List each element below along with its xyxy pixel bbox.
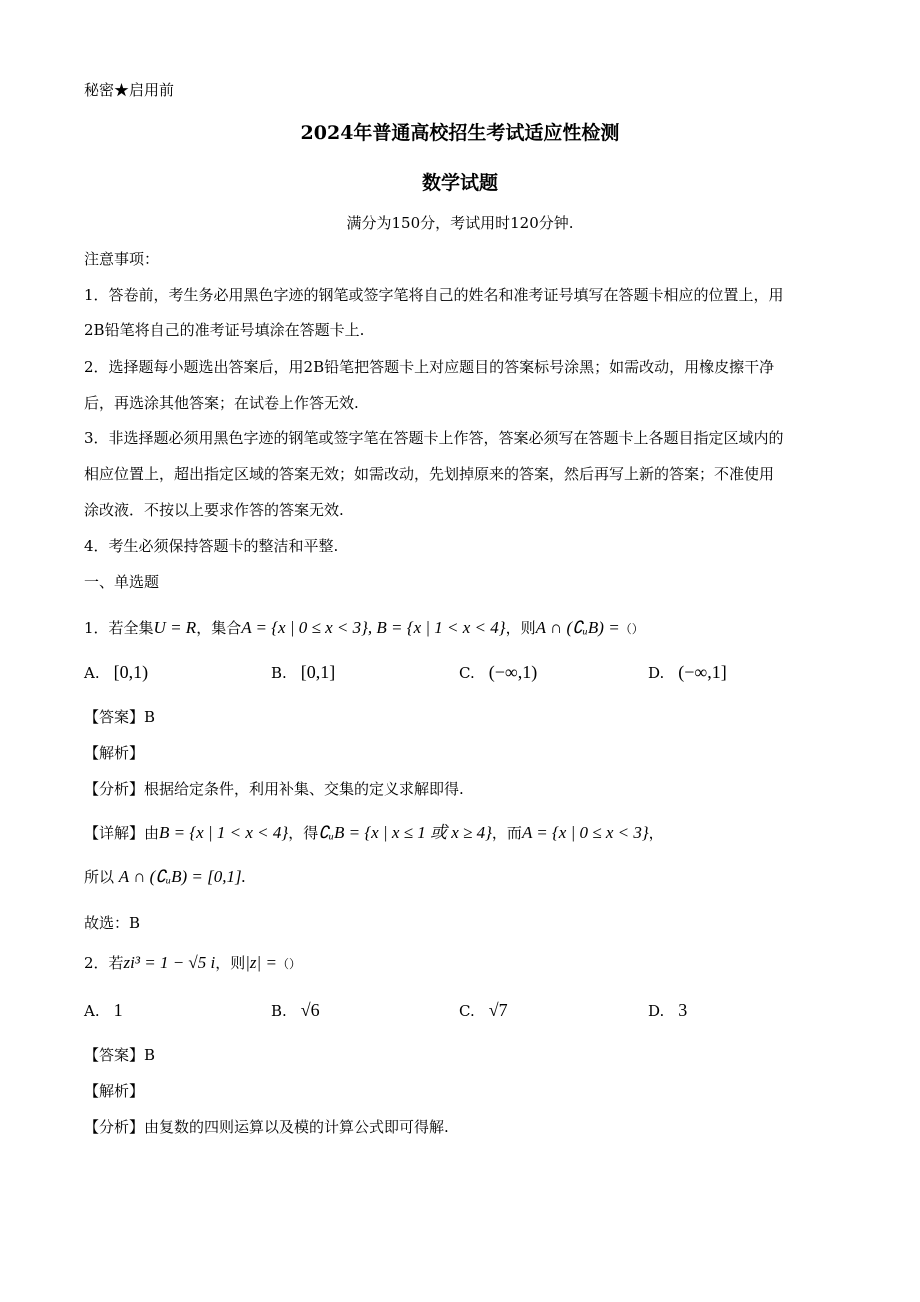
q1-expr: A ∩ (∁ᵤB) =: [535, 618, 620, 637]
q1-suoyi: 所以: [84, 868, 115, 886]
q1-option-a: [84, 662, 148, 683]
q1-fenxi: 【分析】根据给定条件，利用补集、交集的定义求解即得.: [84, 780, 464, 798]
q1-sets: A = {x | 0 ≤ x < 3}, B = {x | 1 < x < 4}: [241, 618, 506, 637]
q2-equation: zi³ = 1 − √5 i: [123, 953, 216, 972]
q1-option-b: [271, 662, 335, 683]
q2-option-d-value: 3: [678, 1000, 688, 1020]
q2-prefix: 2．若: [84, 954, 124, 972]
note-3-line-3: 涂改液．不按以上要求作答的答案无效.: [84, 501, 344, 519]
q1-prefix: 1．若全集: [84, 619, 154, 637]
q1-option-d-value: (−∞,1]: [678, 662, 727, 682]
q1-detail-complement: ∁ᵤB = {x | x ≤ 1 或 x ≥ 4}: [318, 823, 492, 842]
note-1-line-1: 1．答卷前，考生务必用黑色字迹的钢笔或签字笔将自己的姓名和准考证号填写在答题卡相应的位置上，用: [84, 286, 784, 304]
note-3-line-1: 3．非选择题必须用黑色字迹的钢笔或签字笔在答题卡上作答，答案必须写在答题卡上各题目指定区域内的: [84, 429, 784, 447]
q1-guxuan: 故选：B: [84, 914, 141, 932]
q2-option-a-value: 1: [113, 1000, 123, 1020]
q2-fenxi: 【分析】由复数的四则运算以及模的计算公式即可得解.: [84, 1118, 449, 1136]
note-2-line-1: 2．选择题每小题选出答案后，用2B铅笔把答题卡上对应题目的答案标号涂黑；如需改动，用橡皮擦干净: [84, 358, 775, 376]
exam-title: 2024年普通高校招生考试适应性检测: [300, 122, 620, 144]
q1-detail-mid: ，得: [288, 824, 319, 842]
q1-option-c: [459, 662, 537, 683]
q2-option-c-value: √7: [488, 1000, 508, 1020]
q1-option-a-value: [0,1): [113, 662, 149, 682]
q2-option-d-letter: D.: [648, 1002, 665, 1020]
q2-option-a: [84, 1000, 123, 1021]
q1-option-d: [648, 662, 727, 683]
q1-result-line: [84, 866, 246, 887]
q1-answer: 【答案】B: [84, 708, 156, 726]
note-4-line-1: 4．考生必须保持答题卡的整洁和平整.: [84, 537, 339, 555]
q1-detail-er: ，而: [491, 824, 522, 842]
q2-option-c: [459, 1000, 508, 1021]
exam-subtitle: 数学试题: [421, 172, 498, 194]
q2-modulus: |z| =: [245, 953, 277, 972]
q1-mid: ，集合: [196, 619, 242, 637]
q1-detail-prefix: 【详解】由: [84, 824, 160, 842]
q2-paren: （）: [276, 957, 301, 971]
score-info: 满分为150分，考试用时120分钟.: [346, 214, 574, 232]
q1-option-b-value: [0,1]: [300, 662, 336, 682]
q2-option-c-letter: C.: [459, 1002, 475, 1020]
secret-label: 秘密★启用前: [84, 81, 175, 99]
q1-result: A ∩ (∁ᵤB) = [0,1].: [118, 867, 246, 886]
q1-detail-b: B = {x | 1 < x < 4}: [159, 823, 289, 842]
note-2-line-2: 后，再选涂其他答案；在试卷上作答无效.: [84, 394, 359, 412]
note-1-line-2: 2B铅笔将自己的准考证号填涂在答题卡上.: [84, 321, 365, 339]
q2-option-b: [271, 1000, 320, 1021]
q1-paren: （）: [619, 622, 644, 636]
q1-option-c-letter: C.: [459, 664, 475, 682]
q1-then: ，则: [505, 619, 536, 637]
q1-option-d-letter: D.: [648, 664, 665, 682]
q2-answer: 【答案】B: [84, 1046, 156, 1064]
q2-option-a-letter: A.: [84, 1002, 100, 1020]
question-1: [84, 617, 644, 638]
notes-heading: 注意事项：: [84, 250, 160, 268]
q2-option-b-letter: B.: [271, 1002, 287, 1020]
q1-detail-a: A = {x | 0 ≤ x < 3}: [521, 823, 649, 842]
q1-universe: U = R: [153, 618, 197, 637]
section-title: 一、单选题: [84, 573, 160, 591]
q1-option-a-letter: A.: [84, 664, 100, 682]
q2-option-b-value: √6: [300, 1000, 320, 1020]
q1-option-c-value: (−∞,1): [488, 662, 538, 682]
q2-then: ，则: [215, 954, 246, 972]
q1-detail-end: ，: [648, 824, 664, 842]
question-2: [84, 952, 301, 973]
q1-option-b-letter: B.: [271, 664, 287, 682]
q2-option-d: [648, 1000, 687, 1021]
q2-analysis-heading: 【解析】: [84, 1082, 145, 1100]
q1-detail: [84, 818, 664, 843]
q1-analysis-heading: 【解析】: [84, 744, 145, 762]
note-3-line-2: 相应位置上，超出指定区域的答案无效；如需改动，先划掉原来的答案，然后再写上新的答案；不准使用: [84, 465, 775, 483]
